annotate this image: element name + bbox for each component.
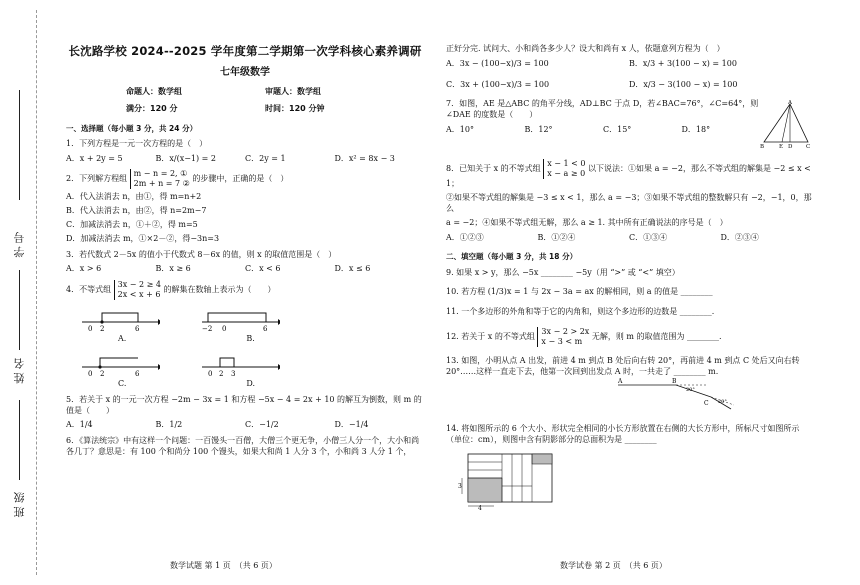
- tick-label: −2: [202, 325, 213, 333]
- page-subtitle: 七年级数学: [220, 66, 270, 78]
- option: D．加减法消去 m，①×2－②，得−3n=3: [66, 233, 220, 243]
- question-8-options: [446, 233, 812, 244]
- score-label: 满分：: [126, 103, 150, 113]
- question-7-options: [446, 125, 760, 136]
- system-line: x − 1 < 0: [547, 159, 586, 169]
- student-no-underline: [19, 90, 20, 200]
- time: 120 分钟: [289, 103, 325, 113]
- question-4: [66, 280, 424, 300]
- question-12-prefix: 12. 若关于 x 的不等式组: [446, 331, 535, 341]
- option: B．代入法消去 n，由②，得 n=2m−7: [66, 206, 207, 216]
- name-label: 姓 名: [13, 358, 26, 384]
- reviewer-label: 审题人：: [265, 87, 297, 97]
- tick-label: 0: [88, 325, 93, 333]
- question-8-suffix: 以下说法：①如果 a = −2，那么不等式组的解集是 −2 ≤ x < 1；: [446, 164, 811, 189]
- time-label: 时间：: [265, 103, 289, 113]
- question-3: 3．若代数式 2－5x 的值小于代数式 8－6x 的值，则 x 的取值范围是（ ）: [66, 249, 337, 259]
- fold-line: [36, 10, 37, 575]
- system-line: x − a ≥ 0: [547, 169, 586, 179]
- question-12: [446, 327, 812, 347]
- option-label: A.: [118, 334, 127, 344]
- number-line-options-cd: [80, 351, 424, 377]
- option: C．①③④: [629, 232, 668, 242]
- class-label: 班 级: [13, 492, 26, 518]
- tick-label: 2: [219, 369, 224, 377]
- inequality-system: [543, 159, 585, 179]
- option-label: D.: [246, 378, 256, 388]
- point-label: B: [672, 378, 677, 386]
- option: A．1/4: [66, 420, 93, 430]
- option: A．代入法消去 n，由①，得 m=n+2: [66, 192, 202, 202]
- question-8-line-3: a = −2；④如果不等式组无解，那么 a ≥ 1. 其中所有正确说法的序号是（ ）: [446, 217, 728, 227]
- question-10: 10. 若方程 (1/3)x = 1 与 2x − 3a = ax 的解相同，则 a 的值是 ________: [446, 287, 713, 297]
- vertex-label: E: [779, 144, 784, 151]
- angle-label: 20°: [718, 399, 727, 406]
- option: D．−1/4: [334, 420, 369, 430]
- option-label: B.: [246, 334, 255, 344]
- number-line-options-ab: [80, 306, 424, 332]
- number-line-c: [80, 351, 160, 377]
- tick-label: 0: [222, 325, 227, 333]
- option: A．x + 2y = 5: [66, 153, 123, 163]
- author: 数学组: [158, 87, 182, 97]
- question-7: 7．如图，AE 是△ABC 的角平分线，AD⊥BC 于点 D，若∠BAC=76°，∠C=64°，则∠DAE 的度数是（ ）: [446, 99, 759, 120]
- question-5: 5．若关于 x 的一元一次方程 −2m − 3x = 1 和方程 −5x − 4 = 2x + 10 的解互为倒数，则 m 的值是（ ）: [66, 394, 422, 415]
- question-6-options-row1: [446, 59, 812, 70]
- question-5-options: [66, 420, 424, 431]
- option: C．加减法消去 n，①＋②，得 m=5: [66, 219, 198, 229]
- option: D．x ≤ 6: [334, 264, 371, 274]
- question-6-continued: 正好分完. 试问大、小和尚各多少人？设大和尚有 x 人，依题意列方程为（ ）: [446, 44, 725, 53]
- option: B．12°: [524, 124, 553, 134]
- option: C．3x + (100−x)/3 = 100: [446, 79, 550, 89]
- question-1: 1．下列方程是一元一次方程的是（ ）: [66, 138, 208, 148]
- binding-margin: [0, 0, 62, 585]
- page-footer-right: 数学试卷 第 2 页 （共 6 页）: [560, 561, 667, 570]
- inequality-system: [537, 327, 589, 347]
- right-column: [446, 44, 812, 514]
- option: D．②③④: [720, 232, 759, 242]
- question-2-suffix: 的步骤中，正确的是（ ）: [192, 174, 289, 184]
- system-line: 3x − 2 > 2x: [541, 326, 590, 336]
- vertex-label: A: [788, 100, 792, 107]
- name-underline: [19, 270, 20, 350]
- tick-label: 0: [88, 369, 93, 377]
- system-line: 3x − 2 ≥ 4: [117, 280, 161, 290]
- question-8: [446, 159, 812, 190]
- option: C．−1/2: [245, 420, 279, 430]
- reviewer: 数学组: [297, 87, 321, 97]
- question-2: [66, 169, 424, 189]
- question-4-prefix: 4．不等式组: [66, 285, 112, 295]
- inequality-system: [114, 280, 161, 300]
- tick-label: 6: [135, 369, 140, 377]
- section-heading: 一、选择题（每小题 3 分，共 24 分）: [66, 123, 198, 133]
- score: 120 分: [150, 103, 178, 113]
- option: C．2y = 1: [245, 153, 286, 163]
- walking-path-figure: [616, 377, 736, 411]
- question-6-options-row2: [446, 80, 812, 91]
- page-footer-left: 数学试题 第 1 页 （共 6 页）: [170, 561, 277, 570]
- number-line-a: [80, 306, 160, 332]
- exam-meta: [126, 87, 404, 115]
- question-1-options: [66, 154, 424, 165]
- question-2-prefix: 2．下列解方程组: [66, 174, 128, 184]
- question-7-block: [446, 90, 812, 150]
- tick-label: 2: [100, 325, 105, 333]
- option: A．x > 6: [66, 264, 102, 274]
- option: A．①②③: [446, 232, 484, 242]
- question-11: 11. 一个多边形的外角和等于它的内角和，则这个多边形的边数是 ________.: [446, 307, 715, 317]
- system-line: m − n = 2, ①: [133, 169, 188, 179]
- dimension-label: 4: [478, 504, 482, 510]
- option: C．x < 6: [245, 264, 281, 274]
- student-no-label: 学 号: [13, 232, 26, 258]
- question-3-options: [66, 264, 424, 275]
- option: D．x/3 − 3(100 − x) = 100: [629, 79, 738, 89]
- vertex-label: B: [760, 144, 765, 151]
- system-line: x − 3 < m: [541, 336, 583, 346]
- angle-label: 20°: [686, 387, 695, 394]
- tick-label: 6: [135, 325, 140, 333]
- system-line: 2m + n = 7 ②: [133, 179, 190, 189]
- vertex-label: C: [806, 144, 811, 151]
- option: D．x² = 8x − 3: [334, 153, 395, 163]
- option-label: C.: [118, 378, 127, 388]
- question-12-suffix: 无解，则 m 的取值范围为 ________.: [591, 331, 722, 341]
- author-label: 命题人：: [126, 87, 158, 97]
- option: C．15°: [603, 124, 632, 134]
- question-14: 14. 将如图所示的 6 个大小、形状完全相同的小长方形放置在右侧的大长方形中，所标尺寸如图所示（单位：cm），则图中含有阴影部分的总面积为是 ________: [446, 424, 800, 445]
- question-8-prefix: 8．已知关于 x 的不等式组: [446, 164, 541, 174]
- point-label: C: [704, 400, 709, 408]
- question-13: 13. 如图，小明从点 A 出发，前进 4 m 到点 B 处后向右转 20°，再前进 4 m 到点 C 处后又向右转 20°……这样一直走下去，他第一次回到出发点 A 时，一共走了 ________ m.: [446, 355, 800, 376]
- dimension-label: 3: [458, 482, 462, 490]
- option: A．10°: [446, 124, 474, 134]
- number-line-d: [200, 351, 280, 377]
- question-8-line-2: ②如果不等式组的解集是 −3 ≤ x < 1，那么 a = −3；③如果不等式组的整数解只有 −2，−1，0，那么: [446, 193, 812, 213]
- question-4-suffix: 的解集在数轴上表示为（ ）: [163, 285, 276, 295]
- option: B．1/2: [155, 420, 183, 430]
- tick-label: 0: [208, 369, 213, 377]
- option: D．18°: [681, 124, 711, 134]
- number-line-b: [200, 306, 280, 332]
- vertex-label: D: [788, 144, 793, 151]
- point-label: A: [618, 378, 623, 386]
- system-line: 2x < x + 6: [117, 290, 161, 300]
- option: A．3x − (100−x)/3 = 100: [446, 58, 549, 68]
- class-underline: [19, 400, 20, 480]
- option: B．x/(x−1) = 2: [155, 153, 217, 163]
- left-column: [66, 44, 424, 458]
- triangle-figure: [760, 100, 812, 150]
- tick-label: 2: [100, 369, 105, 377]
- question-9: 9. 如果 x > y，那么 −5x ________ −5y（用 “>” 或 “<” 填空）: [446, 267, 680, 277]
- equation-system: [130, 169, 190, 189]
- option: B．x ≥ 6: [155, 264, 191, 274]
- page-title: 长沈路学校 2024--2025 学年度第二学期第一次学科核心素养调研: [68, 44, 422, 58]
- section-heading: 二、填空题（每小题 3 分，共 18 分）: [446, 252, 578, 262]
- option: B．x/3 + 3(100 − x) = 100: [629, 58, 737, 68]
- question-6: 6．《算法统宗》中有这样一个问题：一百馒头一百僧，大僧三个更无争，小僧三人分一个，大小和尚各几丁？意思是：有 100 个和尚分 100 个馒头，如果大和尚 1 人分 3 个，小和尚 3 人分 1 个，: [66, 436, 420, 456]
- rectangles-figure: [458, 452, 558, 510]
- option: B．①②④: [537, 232, 576, 242]
- number-line-labels-cd: [118, 379, 424, 390]
- number-line-labels-ab: [118, 334, 424, 345]
- tick-label: 6: [263, 325, 268, 333]
- tick-label: 3: [231, 369, 236, 377]
